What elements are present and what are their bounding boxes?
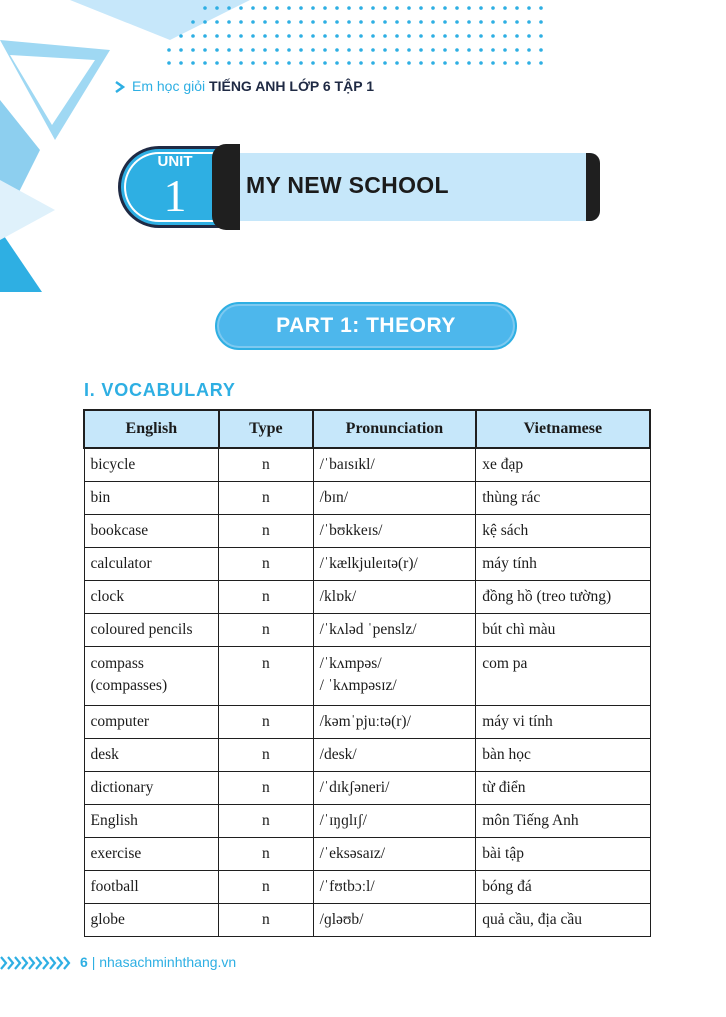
section-title: I. VOCABULARY <box>84 380 236 400</box>
cell-vietnamese: quả cầu, địa cầu <box>476 904 650 937</box>
series-header <box>132 78 374 94</box>
table-row <box>84 482 650 515</box>
cell-type: n <box>219 706 314 739</box>
cell-vietnamese: thùng rác <box>476 482 650 515</box>
cell-type: n <box>219 515 314 548</box>
cell-type: n <box>219 647 314 706</box>
unit-title: MY NEW SCHOOL <box>246 172 449 198</box>
header-vietnamese: Vietnamese <box>476 410 650 448</box>
cell-english: globe <box>84 904 219 937</box>
cell-pronunciation: /desk/ <box>313 739 476 772</box>
cell-vietnamese: com pa <box>476 647 650 706</box>
cell-english: football <box>84 871 219 904</box>
cell-english: coloured pencils <box>84 614 219 647</box>
cell-pron-plural: / ˈkʌmpəsɪz/ <box>319 677 397 694</box>
cell-vietnamese: môn Tiếng Anh <box>476 805 650 838</box>
cell-pronunciation: /klɒk/ <box>313 581 476 614</box>
table-row <box>84 772 650 805</box>
cell-type: n <box>219 448 314 482</box>
unit-number: 1 <box>163 170 187 221</box>
header-english: English <box>84 410 219 448</box>
table-row <box>84 548 650 581</box>
cell-pronunciation: /ˈbʊkkeɪs/ <box>313 515 476 548</box>
unit-banner-end <box>586 153 600 221</box>
cell-vietnamese: xe đạp <box>476 448 650 482</box>
cell-pronunciation: /bɪn/ <box>313 482 476 515</box>
cell-pron-main: /ˈkʌmpəs/ <box>319 655 382 672</box>
table-row <box>84 515 650 548</box>
cell-pronunciation: /ˈbaɪsɪkl/ <box>313 448 476 482</box>
cell-pronunciation: /ˈɪŋɡlɪʃ/ <box>313 805 476 838</box>
page-footer <box>80 954 236 970</box>
cell-vietnamese: bàn học <box>476 739 650 772</box>
table-row <box>84 647 650 706</box>
cell-type: n <box>219 871 314 904</box>
cell-pronunciation <box>313 647 476 706</box>
unit-banner-clip <box>212 144 240 230</box>
cell-pronunciation: /ɡləʊb/ <box>313 904 476 937</box>
cell-english: bookcase <box>84 515 219 548</box>
cell-type: n <box>219 739 314 772</box>
cell-pronunciation: /ˈkælkjuleɪtə(r)/ <box>313 548 476 581</box>
cell-type: n <box>219 772 314 805</box>
cell-english: dictionary <box>84 772 219 805</box>
cell-vietnamese: máy tính <box>476 548 650 581</box>
cell-type: n <box>219 482 314 515</box>
table-row <box>84 614 650 647</box>
cell-type: n <box>219 904 314 937</box>
table-row <box>84 904 650 937</box>
page-number: 6 <box>80 954 88 970</box>
cell-english <box>84 647 219 706</box>
vocabulary-table <box>83 409 651 937</box>
table-row <box>84 871 650 904</box>
cell-vietnamese: máy vi tính <box>476 706 650 739</box>
cell-type: n <box>219 548 314 581</box>
chevron-right-icon <box>113 80 127 94</box>
cell-pronunciation: /kəmˈpjuːtə(r)/ <box>313 706 476 739</box>
cell-english: computer <box>84 706 219 739</box>
table-header-row <box>84 410 650 448</box>
table-row <box>84 448 650 482</box>
cell-english: English <box>84 805 219 838</box>
cell-english: bin <box>84 482 219 515</box>
table-row <box>84 581 650 614</box>
cell-pronunciation: /ˈkʌləd ˈpenslz/ <box>313 614 476 647</box>
cell-english: clock <box>84 581 219 614</box>
cell-type: n <box>219 581 314 614</box>
cell-vietnamese: đồng hồ (treo tường) <box>476 581 650 614</box>
cell-vietnamese: bóng đá <box>476 871 650 904</box>
cell-english-plural: (compasses) <box>90 677 168 694</box>
cell-vietnamese: từ điển <box>476 772 650 805</box>
footer-separator: | <box>91 954 96 970</box>
header-type: Type <box>219 410 314 448</box>
cell-vietnamese: kệ sách <box>476 515 650 548</box>
cell-english-main: compass <box>90 655 144 672</box>
cell-vietnamese: bút chì màu <box>476 614 650 647</box>
cell-english: exercise <box>84 838 219 871</box>
cell-pronunciation: /ˈdɪkʃəneri/ <box>313 772 476 805</box>
unit-label: UNIT <box>157 153 193 170</box>
cell-type: n <box>219 614 314 647</box>
cell-vietnamese: bài tập <box>476 838 650 871</box>
table-row <box>84 739 650 772</box>
part-title: PART 1: THEORY <box>276 314 456 337</box>
table-row <box>84 838 650 871</box>
cell-type: n <box>219 838 314 871</box>
cell-pronunciation: /ˈfʊtbɔːl/ <box>313 871 476 904</box>
cell-type: n <box>219 805 314 838</box>
cell-english: calculator <box>84 548 219 581</box>
header-pronunciation: Pronunciation <box>313 410 476 448</box>
table-row <box>84 706 650 739</box>
footer-website[interactable]: nhasachminhthang.vn <box>99 954 237 970</box>
cell-english: desk <box>84 739 219 772</box>
table-row <box>84 805 650 838</box>
series-prefix: Em học giỏi <box>132 78 206 94</box>
cell-english: bicycle <box>84 448 219 482</box>
series-title: TIẾNG ANH LỚP 6 TẬP 1 <box>209 78 374 94</box>
footer-chevrons-icon <box>0 955 76 971</box>
cell-pronunciation: /ˈeksəsaɪz/ <box>313 838 476 871</box>
